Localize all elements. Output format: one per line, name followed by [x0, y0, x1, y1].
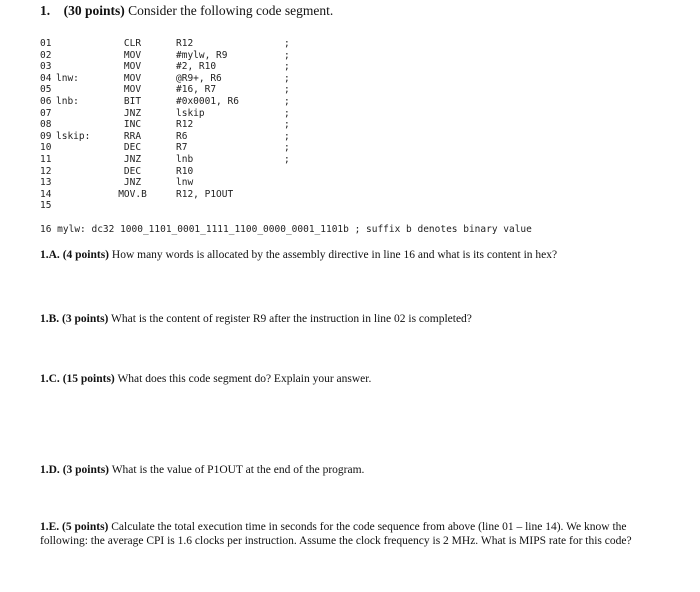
line-number: 12 — [40, 165, 52, 177]
line-operand: R6 — [176, 130, 188, 142]
line-semicolon: ; — [284, 107, 290, 119]
question-1e-text: Calculate the total execution time in seconds for the code sequence from above (line 01 – line 14). We know the following: the average CPI is 1.6 clocks per instruction. Assume the clock frequency is 2 MHz. What is MIPS rate for this code? — [40, 521, 632, 547]
line-number: 09 — [40, 130, 52, 142]
line-number: 10 — [40, 142, 52, 154]
question-text: Consider the following code segment. — [128, 3, 334, 18]
question-1c — [40, 373, 371, 385]
line-operand: R12, P1OUT — [176, 188, 234, 200]
line-operand: lnw — [176, 177, 194, 189]
question-number: 1. — [40, 3, 51, 18]
line-operand: #mylw, R9 — [176, 49, 228, 61]
line-number: 01 — [40, 38, 52, 49]
line-number: 07 — [40, 107, 52, 119]
line-number: 06 — [40, 96, 52, 107]
question-1c-text: What does this code segment do? Explain your answer. — [117, 373, 372, 385]
line-opcode: MOV — [123, 72, 142, 84]
line-label: lnb: — [56, 96, 79, 107]
line-opcode: BIT — [123, 96, 142, 107]
line-number: 11 — [40, 154, 52, 165]
code-line-16: 16 mylw: dc32 1000_1101_0001_1111_1100_0000_0001_1101b ; suffix b denotes binary value — [40, 224, 532, 235]
line-semicolon: ; — [284, 96, 290, 107]
line-operand: R7 — [176, 142, 188, 154]
line-semicolon: ; — [284, 72, 290, 84]
line-opcode: CLR — [123, 38, 142, 49]
line-number: 14 — [40, 188, 52, 200]
question-1c-points: (15 points) — [62, 373, 115, 385]
line-number: 02 — [40, 49, 52, 61]
question-1e-points: (5 points) — [62, 521, 109, 533]
line-number: 13 — [40, 177, 52, 189]
line-opcode: MOV — [123, 49, 142, 61]
line-opcode: RRA — [123, 130, 142, 142]
question-1a-id: 1.A. — [40, 249, 60, 261]
line-operand: lskip — [176, 107, 205, 119]
line-semicolon: ; — [284, 38, 290, 49]
line-label: lskip: — [56, 130, 91, 142]
line-operand: R12 — [176, 38, 194, 49]
line-operand: #0x0001, R6 — [176, 96, 239, 107]
question-points: (30 points) — [63, 3, 125, 18]
line-number: 03 — [40, 61, 52, 73]
line-semicolon: ; — [284, 61, 290, 73]
line-opcode: INC — [123, 119, 142, 131]
question-1c-id: 1.C. — [40, 373, 60, 385]
question-1b — [40, 313, 472, 325]
question-1b-points: (3 points) — [62, 313, 109, 325]
line-semicolon: ; — [284, 130, 290, 142]
line-opcode: JNZ — [123, 177, 142, 189]
line-opcode: DEC — [123, 142, 142, 154]
line-opcode: MOV — [123, 61, 142, 73]
line-operand: #16, R7 — [176, 84, 217, 96]
line-operand: lnb — [176, 154, 194, 165]
question-1b-text: What is the content of register R9 after the instruction in line 02 is completed? — [111, 313, 472, 325]
line-opcode: MOV.B — [118, 188, 147, 200]
line-label: lnw: — [56, 72, 79, 84]
line-operand: R10 — [176, 165, 194, 177]
question-1b-id: 1.B. — [40, 313, 60, 325]
line-number: 04 — [40, 72, 52, 84]
line-opcode: MOV — [123, 84, 142, 96]
line-semicolon: ; — [284, 49, 290, 61]
question-1a-text: How many words is allocated by the assembly directive in line 16 and what is its content in hex? — [111, 249, 558, 261]
line-operand: @R9+, R6 — [176, 72, 222, 84]
line-semicolon: ; — [284, 84, 290, 96]
question-1d — [40, 464, 364, 476]
line-opcode: JNZ — [123, 154, 142, 165]
line-number: 08 — [40, 119, 52, 131]
line-number: 05 — [40, 84, 52, 96]
line-semicolon: ; — [284, 154, 290, 165]
line-semicolon: ; — [284, 142, 290, 154]
question-1a — [40, 249, 557, 261]
line-semicolon: ; — [284, 119, 290, 131]
question-1d-text: What is the value of P1OUT at the end of the program. — [111, 464, 365, 476]
question-1d-id: 1.D. — [40, 464, 60, 476]
question-1a-points: (4 points) — [62, 249, 110, 261]
line-number: 15 — [40, 200, 52, 212]
line-operand: #2, R10 — [176, 61, 217, 73]
line-opcode: JNZ — [123, 107, 142, 119]
question-1d-points: (3 points) — [62, 464, 110, 476]
question-1e — [40, 520, 665, 548]
line-operand: R12 — [176, 119, 194, 131]
question-1e-id: 1.E. — [40, 521, 60, 533]
line-opcode: DEC — [123, 165, 142, 177]
question-title — [40, 3, 333, 19]
